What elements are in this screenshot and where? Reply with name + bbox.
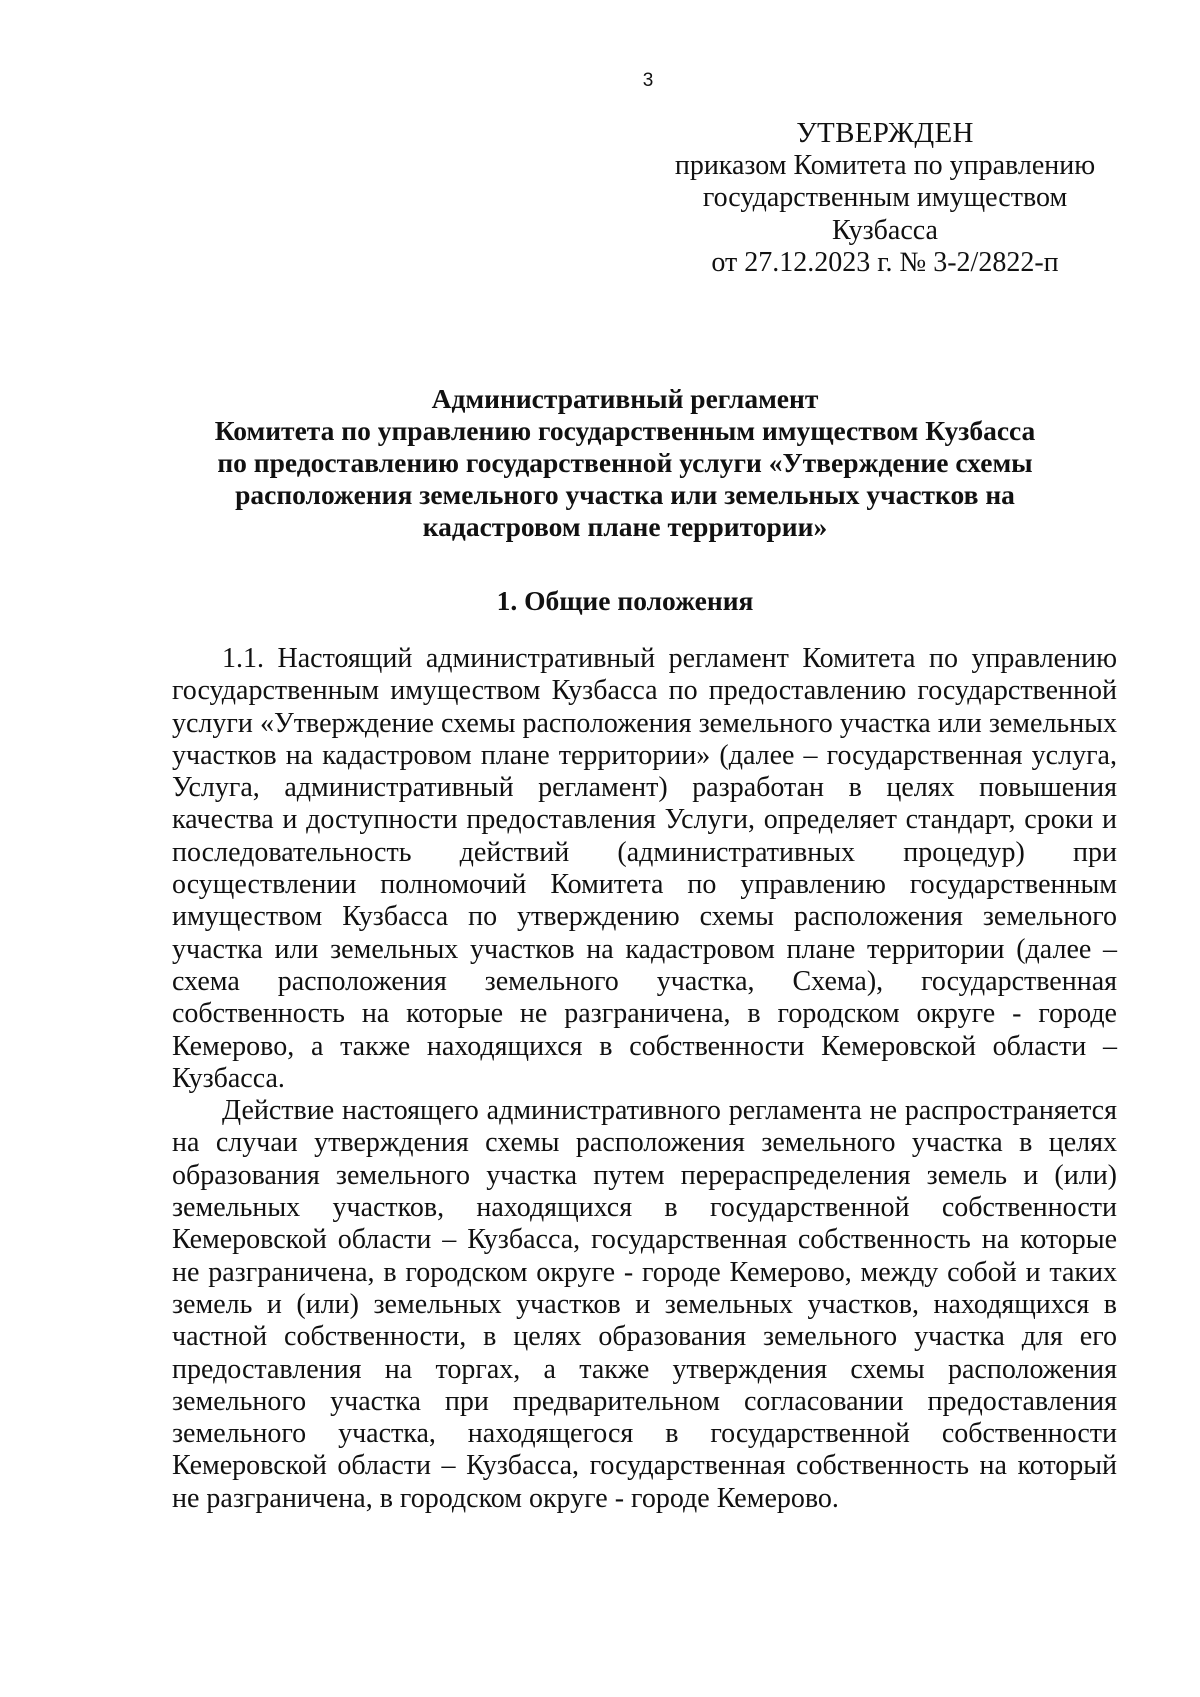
approval-line: Кузбасса: [832, 214, 938, 246]
approval-date-number: от 27.12.2023 г. № 3-2/2822-п: [711, 247, 1059, 278]
title-line: расположения земельного участка или земельных участков на: [235, 479, 1015, 510]
approval-line: приказом Комитета по управлению: [674, 149, 1096, 181]
title-line: Комитета по управлению государственным имуществом Кузбасса: [214, 415, 1036, 446]
paragraph: Действие настоящего административного регламента не распространяется на случаи утверждения схемы расположения земельного участка в целях образования земельного участка путем перераспределения земель и (или) земельных участков, находящихся в государственной собственности Кемеровской области – Кузбасса, государственная собственность на которые не разграничена, в городском округе - городе Кемерово, между собой и таких земель и (или) земельных участков и земельных участков, находящихся в частной собственности, в целях образования земельного участка для его предоставления на торгах, а также утверждения схемы расположения земельного участка при предварительном согласовании предоставления земельного участка, находящегося в государственной собственности Кемеровской области – Кузбасса, государственная собственность на который не разграничена, в городском округе - городе Кемерово.: [172, 1095, 1117, 1514]
approval-title: УТВЕРЖДЕН: [796, 117, 974, 149]
paragraph: 1.1. Настоящий административный регламент Комитета по управлению государственным имуществом Кузбасса по предоставлению государственной услуги «Утверждение схемы расположения земельного участка или земельных участков на кадастровом плане территории» (далее – государственная услуга, Услуга, административный регламент) разработан в целях повышения качества и доступности предоставления Услуги, определяет стандарт, сроки и последовательность действий (административных процедур) при осуществлении полномочий Комитета по управлению государственным имуществом Кузбасса по утверждению схемы расположения земельного участка или земельных участков на кадастровом плане территории (далее – схема расположения земельного участка, Схема), государственная собственность на которые не разграничена, в городском округе - городе Кемерово, а также находящихся в собственности Кемеровской области – Кузбасса.: [172, 643, 1117, 1094]
section-body: [172, 643, 1117, 1515]
approval-line: государственным имуществом: [702, 182, 1068, 213]
page-number: 3: [642, 70, 654, 91]
approval-stamp: [650, 117, 1120, 280]
title-line: по предоставлению государственной услуги «Утверждение схемы: [217, 447, 1033, 478]
title-line: кадастровом плане территории»: [422, 511, 828, 542]
document-title: [170, 383, 1080, 543]
section-heading: 1. Общие положения: [496, 585, 754, 616]
title-line: Административный регламент: [431, 383, 819, 414]
